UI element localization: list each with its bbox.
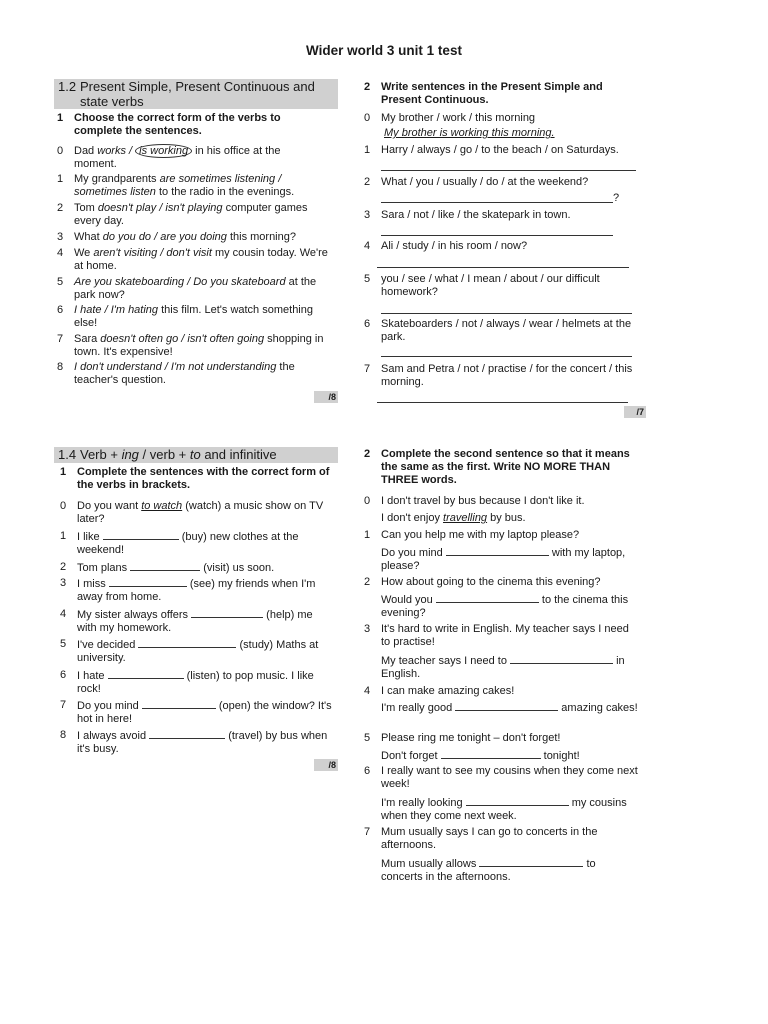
question-number: 1 (57, 173, 64, 185)
text: Tom (74, 202, 98, 214)
exercise-number: 1 (60, 466, 67, 478)
exercise-2-instructions (364, 448, 636, 487)
rewrite-sentence (381, 654, 639, 680)
section-header-1-4 (54, 447, 338, 463)
example-answer: My brother is working this morning. (384, 127, 555, 139)
text: I've decided (77, 639, 139, 651)
prompt-text: Sam and Petra / not / practise / for the concert / this morning. (381, 363, 633, 388)
question-item (364, 363, 644, 389)
blank-line[interactable] (130, 561, 200, 571)
text: Dad (74, 145, 98, 157)
option-text: doesn't often go / isn't often going (100, 333, 265, 345)
text: (study) Maths at university. (77, 639, 319, 664)
question-item (57, 247, 332, 273)
rewrite-sentence (381, 593, 639, 619)
question-number: 5 (60, 638, 67, 650)
text: Don't forget (381, 750, 441, 762)
question-number: 7 (364, 363, 371, 375)
text: We (74, 247, 94, 259)
option-text: do you do / are you doing (102, 231, 227, 243)
text: shopping in town. It's expensive! (74, 333, 324, 358)
answer-line[interactable] (381, 313, 632, 314)
question-number: 5 (364, 732, 371, 744)
question-number: 4 (364, 685, 371, 697)
question-number: 7 (364, 826, 371, 838)
text: to concerts in the afternoons. (381, 858, 596, 883)
text: by bus. (487, 512, 526, 524)
blank-line[interactable] (479, 857, 583, 867)
exercise-1-instructions (57, 112, 317, 138)
blank-line[interactable] (466, 796, 569, 806)
question-number: 3 (364, 209, 371, 221)
text: (open) the window? It's hot in here! (77, 700, 332, 725)
question-item (364, 685, 639, 698)
question-number: 6 (60, 669, 67, 681)
text: I hate (77, 670, 108, 682)
rewrite-sentence (381, 749, 639, 762)
question-number: 4 (57, 247, 64, 259)
text: Would you (381, 594, 436, 606)
option-text: aren't visiting / don't visit (93, 247, 212, 259)
text: My sister always offers (77, 609, 192, 621)
question-number: 4 (364, 240, 371, 252)
question-item (364, 623, 639, 649)
text: I don't enjoy (381, 512, 444, 524)
text: Sara (74, 333, 101, 345)
question-item (364, 826, 639, 852)
question-number: 0 (60, 500, 67, 512)
text: my cousins when they come next week. (381, 797, 627, 822)
exercise-2-instructions (364, 81, 634, 107)
blank-line[interactable] (510, 654, 613, 664)
text: Mum usually allows (381, 858, 480, 870)
blank-line[interactable] (441, 749, 541, 759)
text: What (74, 231, 103, 243)
question-item (364, 112, 634, 125)
question-item (57, 361, 339, 387)
text: at the park now? (74, 276, 317, 301)
text: (help) me with my homework. (77, 609, 313, 634)
question-item (364, 176, 644, 189)
question-item (57, 276, 339, 302)
section-title-part: Verb + (80, 447, 122, 462)
section-title-line2: state verbs (80, 94, 144, 109)
question-number: 1 (60, 530, 67, 542)
text: in his office at the moment. (74, 145, 281, 170)
option-text: works / (97, 145, 136, 157)
question-number: 2 (364, 176, 371, 188)
text: I miss (77, 578, 109, 590)
prompt-text: Harry / always / go / to the beach / on Saturdays. (381, 144, 619, 156)
question-mark: ? (613, 192, 620, 204)
option-text: are sometimes listening / sometimes listen (74, 173, 282, 198)
text: to the cinema this evening? (381, 594, 629, 619)
question-item (364, 209, 644, 222)
answer-line[interactable] (381, 235, 613, 236)
question-item (57, 333, 339, 359)
prompt-text: Skateboarders / not / always / wear / helmets at the park. (381, 318, 632, 343)
question-number: 4 (60, 608, 67, 620)
original-sentence: I can make amazing cakes! (381, 685, 515, 697)
text: the teacher's question. (74, 361, 295, 386)
section-title-part: to (189, 447, 201, 462)
text: (buy) new clothes at the weekend! (77, 531, 299, 556)
question-number: 3 (364, 623, 371, 635)
question-number: 2 (57, 202, 64, 214)
prompt-text: Ali / study / in his room / now? (381, 240, 528, 252)
question-item (60, 561, 330, 574)
answer-line[interactable] (377, 402, 628, 403)
text: this film. Let's watch something else! (74, 304, 313, 329)
score-box: /8 (314, 759, 338, 771)
section-header-1-2 (54, 79, 338, 109)
answer-line[interactable] (381, 170, 636, 171)
question-item (57, 304, 339, 330)
original-sentence: Please ring me tonight – don't forget! (381, 732, 561, 744)
question-number: 6 (57, 304, 64, 316)
score-box: /8 (314, 391, 338, 403)
text: amazing cakes! (558, 702, 638, 714)
question-item (364, 318, 644, 344)
question-number: 0 (57, 145, 64, 157)
question-number: 8 (60, 729, 67, 741)
text: to the radio in the evenings. (155, 186, 295, 198)
original-sentence: Mum usually says I can go to concerts in the afternoons. (381, 826, 598, 851)
example-answer: travelling (443, 512, 488, 524)
prompt-text: you / see / what / I mean / about / our difficult homework? (381, 273, 600, 298)
rewrite-sentence (381, 512, 639, 525)
text: Tom plans (77, 562, 131, 574)
prompt-text: Sara / not / like / the skatepark in town. (381, 209, 571, 221)
question-number: 3 (57, 231, 64, 243)
blank-line[interactable] (142, 699, 216, 709)
question-item (57, 173, 319, 199)
text: Do you mind (77, 700, 142, 712)
question-item (57, 202, 332, 228)
text: I like (77, 531, 103, 543)
text: with my laptop, please? (381, 547, 626, 572)
exercise-number: 1 (57, 112, 64, 124)
answer-line[interactable] (381, 202, 613, 203)
text: (listen) to pop music. I like rock! (77, 670, 314, 695)
blank-line[interactable] (108, 669, 184, 679)
question-item (364, 144, 644, 157)
question-item (364, 529, 639, 542)
example-answer: to watch (141, 500, 183, 512)
answer-line[interactable] (381, 356, 632, 357)
instruction-text: Choose the correct form of the verbs to complete the sentences. (74, 112, 281, 137)
text: my cousin today. We're at home. (74, 247, 328, 272)
text: I'm really looking (381, 797, 466, 809)
section-number: 1.4 (58, 447, 77, 462)
text: tonight! (540, 750, 580, 762)
text: this morning? (226, 231, 296, 243)
text: in English. (381, 655, 625, 680)
option-text: I don't understand / I'm not understanding (74, 361, 277, 373)
question-number: 7 (57, 333, 64, 345)
rewrite-sentence (381, 796, 643, 822)
answer-line[interactable] (377, 267, 629, 268)
option-text: doesn't play / isn't playing (97, 202, 223, 214)
exercise-number: 2 (364, 81, 371, 93)
section-title-part: ing (121, 447, 139, 462)
section-title-line1: Present Simple, Present Continuous and (80, 79, 315, 94)
question-item (364, 240, 644, 253)
text: I always avoid (77, 730, 150, 742)
question-number: 6 (364, 318, 371, 330)
text: computer games every day. (74, 202, 308, 227)
question-item (364, 732, 639, 745)
question-item (60, 729, 335, 755)
prompt-text: What / you / usually / do / at the weekend? (381, 176, 589, 188)
section-title-part: / verb + (138, 447, 190, 462)
question-number: 7 (60, 699, 67, 711)
section-title-part: and infinitive (200, 447, 277, 462)
question-item (364, 576, 639, 589)
blank-line[interactable] (455, 701, 558, 711)
rewrite-sentence (381, 857, 639, 883)
original-sentence: I don't travel by bus because I don't like it. (381, 495, 585, 507)
blank-line[interactable] (103, 530, 179, 540)
answer-example (384, 127, 584, 140)
text: I'm really good (381, 702, 456, 714)
question-item (60, 669, 335, 695)
circled-answer: is working (135, 144, 192, 158)
text: Do you want (77, 500, 142, 512)
text: (travel) by bus when it's busy. (77, 730, 328, 755)
question-item (364, 495, 639, 508)
original-sentence: Can you help me with my laptop please? (381, 529, 580, 541)
question-number: 8 (57, 361, 64, 373)
question-number: 3 (60, 577, 67, 589)
question-item (57, 145, 319, 171)
question-item (60, 638, 335, 664)
question-number: 2 (364, 576, 371, 588)
question-number: 5 (364, 273, 371, 285)
original-sentence: I really want to see my cousins when they come next week! (381, 765, 638, 790)
blank-line[interactable] (446, 546, 549, 556)
text: (watch) a music show on TV later? (77, 500, 324, 525)
blank-line[interactable] (191, 608, 263, 618)
question-number: 5 (57, 276, 64, 288)
question-item (364, 765, 639, 791)
rewrite-sentence (381, 546, 639, 572)
rewrite-sentence (381, 701, 639, 727)
text: (visit) us soon. (200, 562, 275, 574)
question-item (60, 608, 335, 634)
option-text: Are you skateboarding / Do you skateboard (74, 276, 286, 288)
blank-line[interactable] (436, 593, 539, 603)
question-number: 0 (364, 495, 371, 507)
question-number: 6 (364, 765, 371, 777)
instruction-text: Complete the second sentence so that it means the same as the first. Write NO MORE THAN THREE words. (381, 448, 630, 486)
question-item (60, 500, 330, 526)
blank-line[interactable] (138, 638, 236, 648)
blank-line[interactable] (109, 577, 187, 587)
question-item (60, 699, 335, 725)
question-item (57, 231, 332, 244)
original-sentence: It's hard to write in English. My teacher says I need to practise! (381, 623, 629, 648)
question-number: 1 (364, 144, 371, 156)
prompt-text: My brother / work / this morning (381, 112, 536, 124)
exercise-number: 2 (364, 448, 371, 460)
question-number: 2 (60, 561, 67, 573)
text: My teacher says I need to (381, 655, 511, 667)
blank-line[interactable] (149, 729, 225, 739)
question-number: 1 (364, 529, 371, 541)
question-item (364, 273, 644, 299)
exercise-1-instructions (60, 466, 335, 492)
page-title: Wider world 3 unit 1 test (306, 43, 462, 58)
text: My grandparents (74, 173, 160, 185)
question-number: 0 (364, 112, 371, 124)
section-number: 1.2 (58, 79, 77, 94)
text: Do you mind (381, 547, 446, 559)
instruction-text: Write sentences in the Present Simple and Present Continuous. (381, 81, 603, 106)
instruction-text: Complete the sentences with the correct form of the verbs in brackets. (77, 466, 330, 491)
option-text: I hate / I'm hating (74, 304, 159, 316)
question-item (60, 530, 330, 556)
original-sentence: How about going to the cinema this evening? (381, 576, 601, 588)
text: (see) my friends when I'm away from home. (77, 578, 316, 603)
question-item (60, 577, 330, 603)
score-box: /7 (624, 406, 646, 418)
